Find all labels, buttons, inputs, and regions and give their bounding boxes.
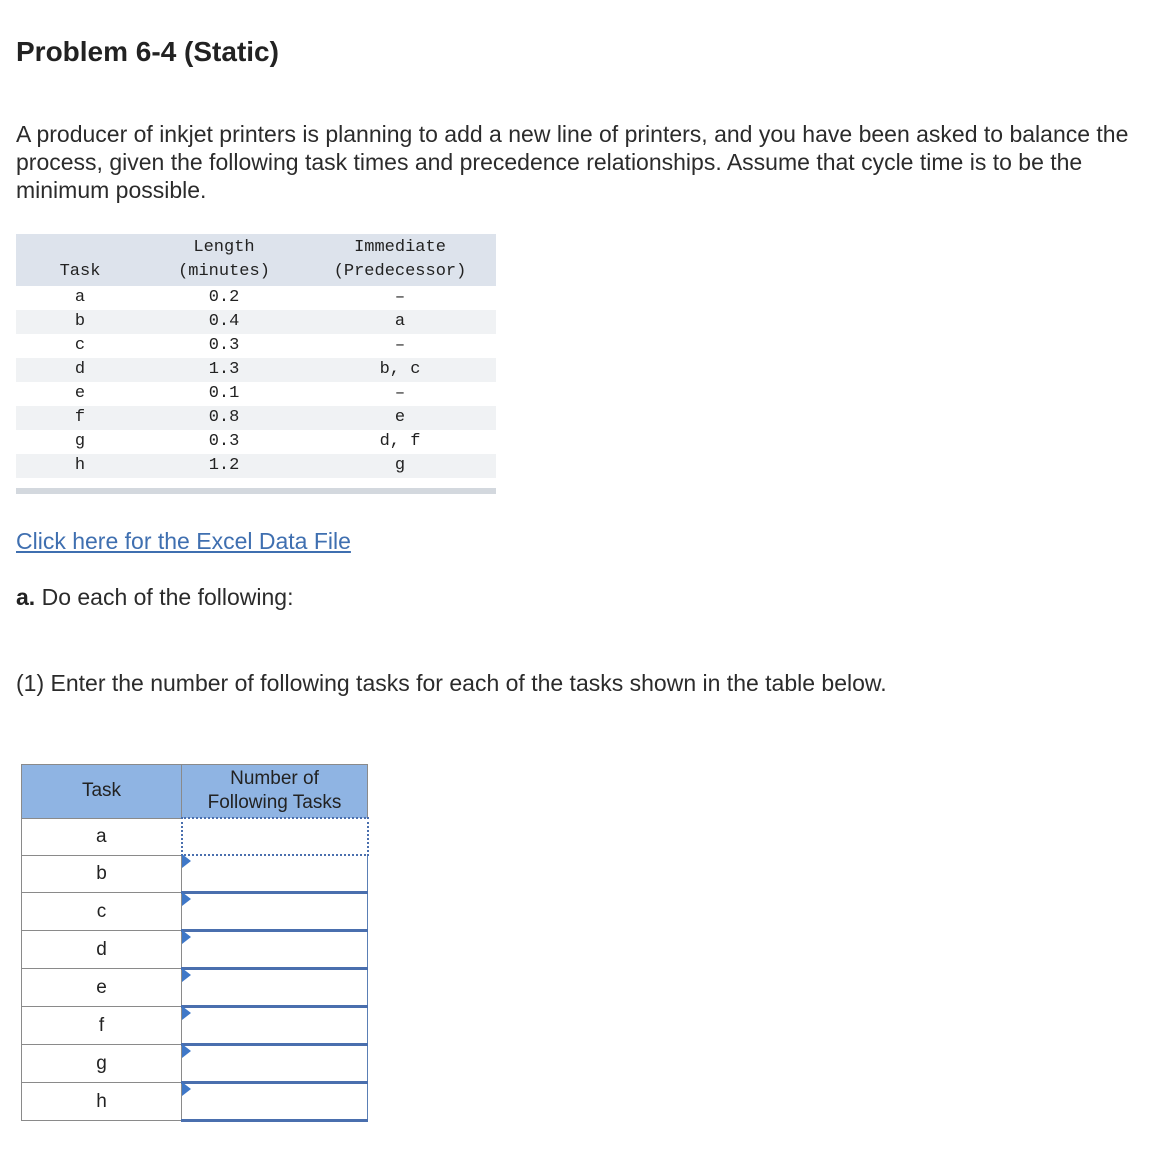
answer-header-task: Task	[22, 765, 182, 819]
table-row: g 0.3 d, f	[74, 432, 421, 451]
table-row: b 0.4 a	[16, 310, 496, 334]
following-tasks-input-c[interactable]	[182, 894, 367, 929]
answer-marker-icon	[182, 854, 191, 868]
following-tasks-input-d[interactable]	[182, 932, 367, 967]
following-tasks-input-a[interactable]	[183, 819, 367, 854]
answer-row: e	[22, 969, 368, 1007]
table-row: d 1.3 b, c	[16, 358, 496, 382]
answer-row: a	[22, 818, 368, 855]
answer-marker-icon	[182, 892, 191, 906]
table-row: c 0.3 –	[74, 336, 406, 355]
header-task: Task	[16, 234, 144, 286]
table-row: a 0.2 –	[74, 288, 406, 307]
following-tasks-input-b[interactable]	[182, 856, 367, 891]
problem-intro: A producer of inkjet printers is planning to add a new line of printers, and you have been asked to balance the process, given the following task times and precedence relationships. Assume that cycle time is to be the minimum possible.	[16, 121, 1129, 203]
task-data-table	[16, 234, 496, 494]
answer-row: d	[22, 931, 368, 969]
answer-table	[21, 764, 369, 1122]
answer-row: c	[22, 893, 368, 931]
table-row: h 1.2 g	[16, 454, 496, 478]
part-a-prompt: a. Do each of the following:	[16, 584, 294, 610]
answer-marker-icon	[182, 930, 191, 944]
header-length: Length (minutes)	[144, 234, 304, 286]
answer-row: g	[22, 1045, 368, 1083]
table-row: f 0.8 e	[16, 406, 496, 430]
header-predecessor: Immediate (Predecessor)	[304, 234, 496, 286]
problem-title: Problem 6-4 (Static)	[16, 36, 279, 67]
following-tasks-input-e[interactable]	[182, 970, 367, 1005]
question-1-prompt: (1) Enter the number of following tasks for each of the tasks shown in the table below.	[16, 670, 887, 696]
excel-data-link[interactable]: Click here for the Excel Data File	[16, 528, 351, 554]
answer-header-following: Number of Following Tasks	[182, 765, 368, 819]
answer-row: b	[22, 855, 368, 893]
answer-row: f	[22, 1007, 368, 1045]
answer-marker-icon	[182, 1006, 191, 1020]
answer-marker-icon	[182, 1082, 191, 1096]
following-tasks-input-h[interactable]	[182, 1084, 367, 1119]
following-tasks-input-f[interactable]	[182, 1008, 367, 1043]
table-row: e 0.1 –	[74, 384, 406, 403]
answer-marker-icon	[182, 1044, 191, 1058]
table-footer-bar	[16, 488, 496, 494]
answer-row: h	[22, 1083, 368, 1121]
following-tasks-input-g[interactable]	[182, 1046, 367, 1081]
answer-marker-icon	[182, 968, 191, 982]
